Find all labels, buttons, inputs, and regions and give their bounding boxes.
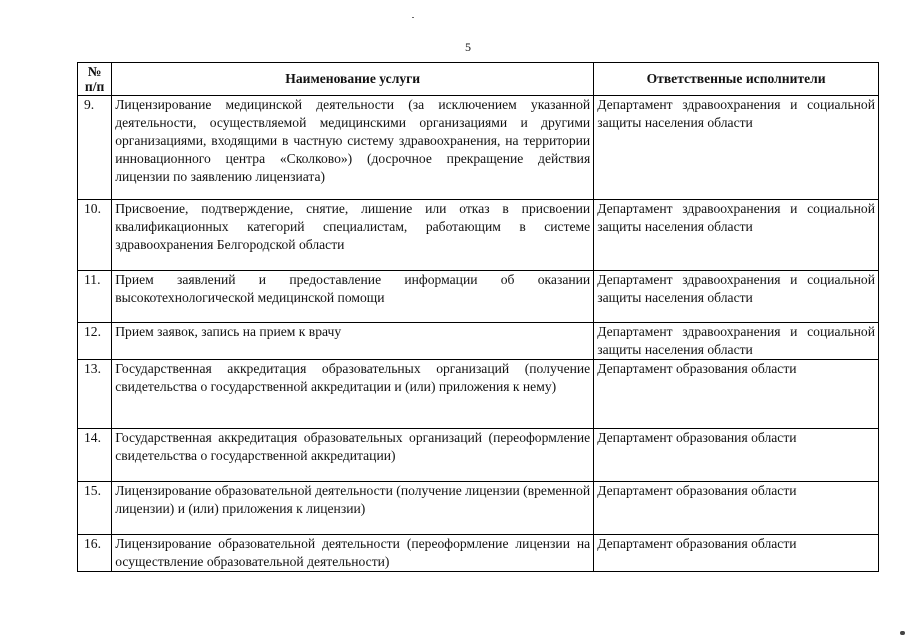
row-number: 16. bbox=[78, 535, 112, 572]
row-number: 9. bbox=[78, 96, 112, 200]
executor: Департамент здравоохранения и социальной защиты населения области bbox=[594, 96, 879, 200]
row-number: 13. bbox=[78, 360, 112, 429]
service-name: Лицензирование образовательной деятельности (получение лицензии (временной лицензии) и (или) приложения к лицензии) bbox=[112, 482, 594, 535]
table-row bbox=[78, 200, 879, 271]
executor: Департамент образования области bbox=[594, 360, 879, 429]
table-row bbox=[78, 96, 879, 200]
row-number: 12. bbox=[78, 323, 112, 360]
service-name: Присвоение, подтверждение, снятие, лишение или отказ в присвоении квалификационных категорий специалистам, работающим в системе здравоохранения Белгородской области bbox=[112, 200, 594, 271]
service-name: Лицензирование образовательной деятельности (переоформление лицензии на осуществление образовательной деятельности) bbox=[112, 535, 594, 572]
service-name: Государственная аккредитация образовательных организаций (переоформление свидетельства о государственной аккредитации) bbox=[112, 429, 594, 482]
table-row bbox=[78, 535, 879, 572]
scan-speck bbox=[412, 17, 414, 18]
row-number: 10. bbox=[78, 200, 112, 271]
executor: Департамент образования области bbox=[594, 535, 879, 572]
table-row bbox=[78, 429, 879, 482]
header-executors: Ответственные исполнители bbox=[594, 63, 879, 96]
executor: Департамент здравоохранения и социальной защиты населения области bbox=[594, 200, 879, 271]
executor: Департамент образования области bbox=[594, 429, 879, 482]
header-number-symbol: № bbox=[87, 64, 102, 79]
table-row bbox=[78, 360, 879, 429]
table-row bbox=[78, 271, 879, 323]
service-name: Прием заявлений и предоставление информации об оказании высокотехнологической медицинской помощи bbox=[112, 271, 594, 323]
row-number: 11. bbox=[78, 271, 112, 323]
page-number: 5 bbox=[465, 40, 471, 54]
executor: Департамент образования области bbox=[594, 482, 879, 535]
executor: Департамент здравоохранения и социальной защиты населения области bbox=[594, 323, 879, 360]
table-row bbox=[78, 482, 879, 535]
row-number: 15. bbox=[78, 482, 112, 535]
header-service-name: Наименование услуги bbox=[112, 63, 594, 96]
service-name: Прием заявок, запись на прием к врачу bbox=[112, 323, 594, 360]
service-name: Лицензирование медицинской деятельности (за исключением указанной деятельности, осуществляемой медицинскими организациями и другими организациями, входящими в частную систему здравоохранения, на территории инновационного центра «Сколково») (досрочное прекращение действия лицензии по заявлению лицензиата) bbox=[112, 96, 594, 200]
scan-corner-mark bbox=[900, 631, 905, 635]
row-number: 14. bbox=[78, 429, 112, 482]
services-table bbox=[77, 62, 879, 572]
header-number-abbr: п/п bbox=[84, 79, 105, 94]
executor: Департамент здравоохранения и социальной защиты населения области bbox=[594, 271, 879, 323]
table-header-row bbox=[78, 63, 879, 96]
service-name: Государственная аккредитация образовательных организаций (получение свидетельства о государственной аккредитации и (или) приложения к нему) bbox=[112, 360, 594, 429]
header-number bbox=[78, 63, 112, 96]
table-row bbox=[78, 323, 879, 360]
